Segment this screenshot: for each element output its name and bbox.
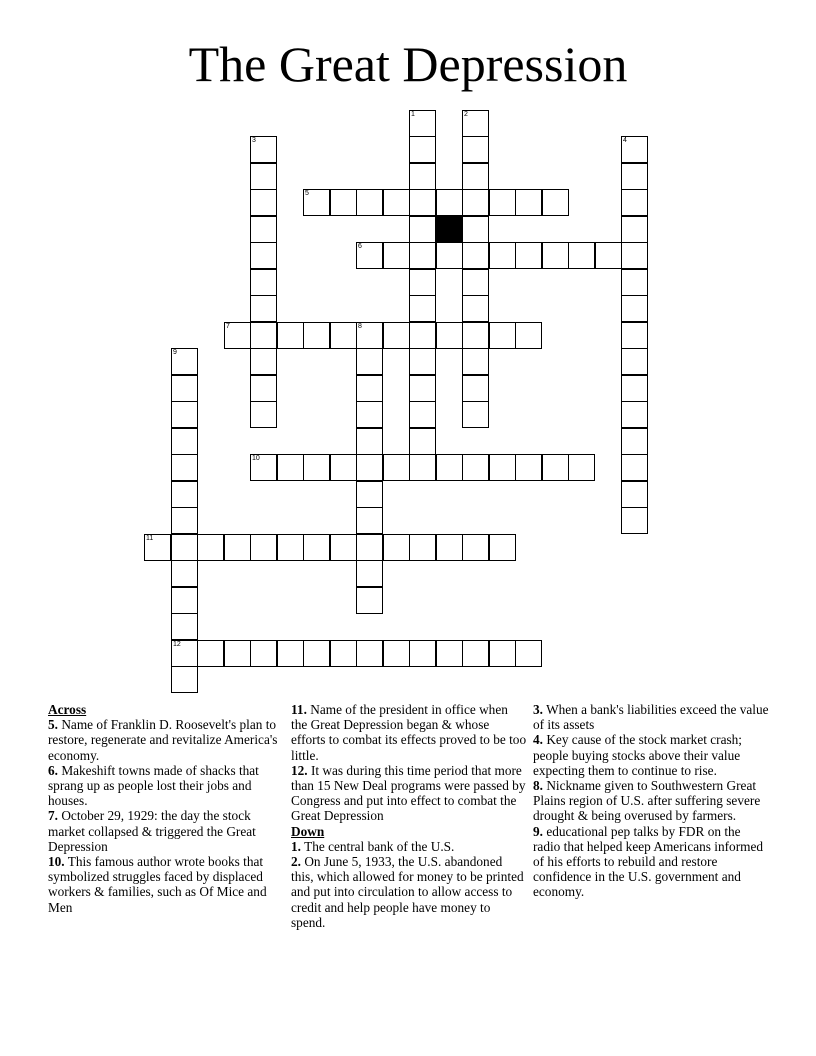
crossword-cell[interactable] [171,507,198,534]
crossword-cell[interactable] [621,189,648,216]
down-clue-2 [291,854,527,930]
crossword-cell[interactable] [303,534,330,561]
clues-column-3 [533,702,769,900]
clue-number-label: 10 [252,455,260,462]
clue-number: 9. [533,823,543,839]
crossword-cell[interactable] [356,189,383,216]
crossword-cell[interactable] [436,534,463,561]
crossword-cell[interactable] [462,242,489,269]
crossword-cell[interactable] [250,375,277,402]
crossword-cell[interactable] [330,189,357,216]
crossword-cell[interactable] [356,375,383,402]
clue-text: Name of the president in office when the Great Depression began & whose efforts to combat its effects proved to be too little. [291,702,527,763]
clue-number: 7. [48,808,58,824]
crossword-cell[interactable] [515,322,542,349]
crossword-cell[interactable] [330,454,357,481]
crossword-cell[interactable] [489,189,516,216]
crossword-cell[interactable] [621,136,648,163]
clue-text: On June 5, 1933, the U.S. abandoned this, which allowed for money to be printed and put into circulation to allow access to credit and help people have money to spend. [291,854,524,930]
crossword-cell[interactable] [621,269,648,296]
crossword-cell[interactable] [462,136,489,163]
clue-number-label: 1 [411,111,415,118]
crossword-cell[interactable] [250,189,277,216]
crossword-cell[interactable] [250,348,277,375]
clue-number-label: 11 [146,535,154,542]
clue-number: 3. [533,702,543,717]
crossword-cell[interactable] [171,613,198,640]
crossword-cell[interactable] [171,348,198,375]
clue-text: Makeshift towns made of shacks that sprang up as people lost their jobs and houses. [48,762,259,809]
across-clue-10 [48,854,284,915]
crossword-cell[interactable] [409,534,436,561]
crossword-cell[interactable] [409,216,436,243]
clue-number: 4. [533,732,543,748]
crossword-cell[interactable] [409,375,436,402]
crossword-cell[interactable] [621,454,648,481]
crossword-cell[interactable] [409,640,436,667]
crossword-cell[interactable] [436,242,463,269]
crossword-cell[interactable] [621,348,648,375]
crossword-cell[interactable] [356,640,383,667]
clue-number: 12. [291,762,308,778]
crossword-cell[interactable] [462,189,489,216]
crossword-cell[interactable] [356,481,383,508]
clue-text: October 29, 1929: the day the stock market collapsed & triggered the Great Depression [48,808,256,854]
crossword-cell[interactable] [171,560,198,587]
clue-number-label: 7 [226,323,230,330]
clues-column-1 [48,702,284,915]
clue-number: 5. [48,717,58,733]
crossword-cell[interactable] [383,640,410,667]
crossword-cell[interactable] [621,481,648,508]
crossword-cell[interactable] [621,295,648,322]
crossword-cell[interactable] [250,163,277,190]
crossword-cell[interactable] [356,401,383,428]
crossword-cell[interactable] [330,322,357,349]
crossword-cell[interactable] [224,640,251,667]
crossword-cell[interactable] [621,401,648,428]
crossword-cell[interactable] [515,242,542,269]
crossword-cell[interactable] [436,640,463,667]
crossword-cell[interactable] [250,401,277,428]
across-clue-12 [291,763,527,824]
crossword-cell[interactable] [171,401,198,428]
crossword-cell[interactable] [383,534,410,561]
clue-text: educational pep talks by FDR on the radio that helped keep Americans informed of his efforts to rebuild and restore confidence in the U.S. government and economy. [533,823,764,900]
crossword-cell[interactable] [462,375,489,402]
crossword-cell[interactable] [356,428,383,455]
down-clue-8 [533,778,769,824]
crossword-cell[interactable] [462,269,489,296]
crossword-cell[interactable] [303,454,330,481]
down-clue-1 [291,839,527,854]
crossword-cell[interactable] [250,640,277,667]
crossword-cell[interactable] [409,189,436,216]
crossword-cell[interactable] [250,454,277,481]
crossword-cell[interactable] [144,534,171,561]
crossword-cell[interactable] [409,136,436,163]
crossword-cell[interactable] [515,189,542,216]
crossword-cell[interactable] [224,534,251,561]
clue-number-label: 8 [358,323,362,330]
crossword-cell[interactable] [462,216,489,243]
crossword-cell[interactable] [621,163,648,190]
crossword-cell[interactable] [436,189,463,216]
crossword-cell[interactable] [621,507,648,534]
clue-text: Key cause of the stock market crash; people buying stocks above their value expecting them to continue to rise. [533,732,742,778]
crossword-cell[interactable] [197,534,224,561]
clue-text: Name of Franklin D. Roosevelt's plan to restore, regenerate and revitalize America's economy. [48,717,278,763]
crossword-cell[interactable] [462,110,489,137]
crossword-cell[interactable] [356,454,383,481]
crossword-cell[interactable] [515,640,542,667]
crossword-cell[interactable] [542,454,569,481]
crossword-cell[interactable] [436,322,463,349]
crossword-cell[interactable] [621,428,648,455]
clue-text: This famous author wrote books that symbolized struggles faced by displaced workers & families, such as Of Mice and Men [48,854,267,915]
page-title: The Great Depression [188,36,628,92]
clue-number: 2. [291,854,301,870]
clue-number: 10. [48,854,65,870]
across-clue-5 [48,717,284,763]
crossword-cell[interactable] [250,136,277,163]
clue-number-label: 2 [464,111,468,118]
black-cell [436,216,463,243]
down-heading: Down [291,823,325,839]
down-clue-4 [533,732,769,778]
crossword-cell[interactable] [277,322,304,349]
crossword-cell[interactable] [303,189,330,216]
crossword-cell[interactable] [542,189,569,216]
crossword-cell[interactable] [356,242,383,269]
crossword-cell[interactable] [462,322,489,349]
across-clue-6 [48,763,284,809]
crossword-cell[interactable] [330,534,357,561]
crossword-cell[interactable] [621,322,648,349]
crossword-cell[interactable] [489,640,516,667]
crossword-cell[interactable] [356,507,383,534]
crossword-cell[interactable] [595,242,622,269]
crossword-cell[interactable] [621,242,648,269]
crossword-cell[interactable] [171,481,198,508]
crossword-cell[interactable] [409,428,436,455]
crossword-cell[interactable] [489,242,516,269]
crossword-cell[interactable] [409,242,436,269]
crossword-cell[interactable] [171,454,198,481]
crossword-cell[interactable] [489,454,516,481]
crossword-cell[interactable] [515,454,542,481]
crossword-cell[interactable] [250,295,277,322]
crossword-cell[interactable] [171,375,198,402]
crossword-cell[interactable] [250,216,277,243]
crossword-cell[interactable] [277,534,304,561]
crossword-cell[interactable] [250,322,277,349]
clue-number-label: 6 [358,243,362,250]
crossword-cell[interactable] [277,640,304,667]
crossword-cell[interactable] [621,216,648,243]
clue-number-label: 12 [173,641,181,648]
crossword-cell[interactable] [462,163,489,190]
crossword-cell[interactable] [303,640,330,667]
crossword-cell[interactable] [277,454,304,481]
crossword-cell[interactable] [224,322,251,349]
crossword-cell[interactable] [171,534,198,561]
clue-number: 8. [533,778,543,794]
crossword-cell[interactable] [409,454,436,481]
crossword-cell[interactable] [409,322,436,349]
clue-number-label: 5 [305,190,309,197]
crossword-cell[interactable] [409,110,436,137]
crossword-cell[interactable] [383,242,410,269]
crossword-cell[interactable] [568,454,595,481]
crossword-cell[interactable] [436,454,463,481]
crossword-cell[interactable] [462,534,489,561]
crossword-cell[interactable] [383,454,410,481]
crossword-cell[interactable] [171,428,198,455]
crossword-cell[interactable] [409,295,436,322]
across-clue-7 [48,808,284,854]
across-clue-11 [291,702,527,763]
clue-text: The central bank of the U.S. [304,838,455,854]
across-heading: Across [48,702,87,717]
crossword-cell[interactable] [409,348,436,375]
crossword-cell[interactable] [383,322,410,349]
crossword-cell[interactable] [171,666,198,693]
crossword-cell[interactable] [621,375,648,402]
crossword-cell[interactable] [462,348,489,375]
crossword-cell[interactable] [250,242,277,269]
crossword-cell[interactable] [489,322,516,349]
crossword-cell[interactable] [197,640,224,667]
clue-number-label: 9 [173,349,177,356]
crossword-cell[interactable] [462,401,489,428]
clue-number-label: 3 [252,137,256,144]
crossword-cell[interactable] [303,322,330,349]
crossword-cell[interactable] [250,269,277,296]
crossword-cell[interactable] [568,242,595,269]
crossword-cell[interactable] [409,401,436,428]
down-clue-9 [533,824,769,900]
crossword-cell[interactable] [356,560,383,587]
crossword-cell[interactable] [356,587,383,614]
crossword-cell[interactable] [356,534,383,561]
clues-column-2 [291,702,527,930]
clue-number: 11. [291,702,307,717]
crossword-cell[interactable] [250,534,277,561]
crossword-cell[interactable] [462,295,489,322]
crossword-cell[interactable] [489,534,516,561]
clue-number: 6. [48,762,58,778]
crossword-cell[interactable] [462,454,489,481]
crossword-cell[interactable] [171,587,198,614]
crossword-cell[interactable] [356,322,383,349]
clue-text: It was during this time period that more than 15 New Deal programs were passed by Congress and put into effect to combat the Great Depression [291,762,526,824]
crossword-cell[interactable] [409,163,436,190]
clue-number-label: 4 [623,137,627,144]
crossword-cell[interactable] [383,189,410,216]
crossword-cell[interactable] [171,640,198,667]
crossword-cell[interactable] [356,348,383,375]
clue-number: 1. [291,838,301,854]
crossword-cell[interactable] [330,640,357,667]
down-clue-3 [533,702,769,732]
crossword-cell[interactable] [409,269,436,296]
clue-text: Nickname given to Southwestern Great Plains region of U.S. after suffering severe drought & being overused by farmers. [533,778,761,824]
crossword-cell[interactable] [542,242,569,269]
clue-text: When a bank's liabilities exceed the value of its assets [533,702,769,733]
crossword-cell[interactable] [462,640,489,667]
